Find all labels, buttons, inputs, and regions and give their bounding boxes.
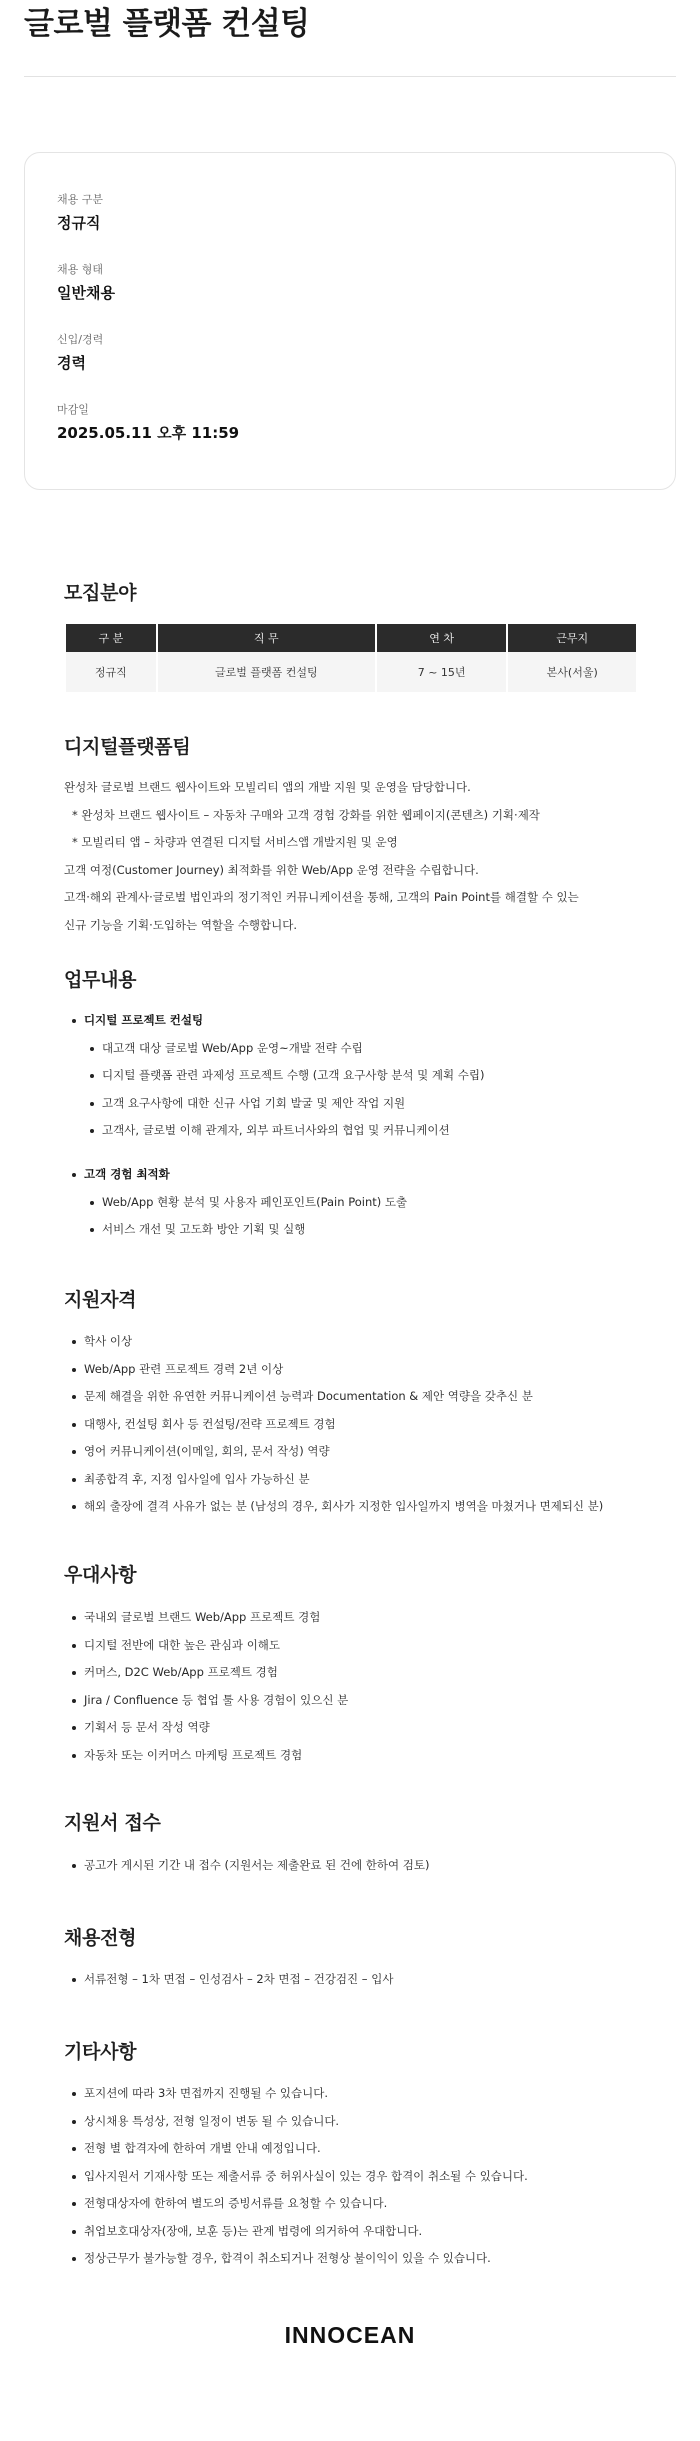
list-item: 문제 해결을 위한 유연한 커뮤니케이션 능력과 Documentation & 제안 역량을 갖추신 분 (64, 1383, 603, 1411)
team-line: * 완성차 브랜드 웹사이트 – 자동차 구매와 고객 경험 강화를 위한 웹페이지(콘텐츠) 기획·제작 (72, 807, 540, 822)
team-line: 신규 기능을 기획·도입하는 역할을 수행합니다. (64, 917, 298, 932)
process-list (64, 1966, 393, 1994)
list-item: 영어 커뮤니케이션(이메일, 회의, 문서 작성) 역량 (64, 1438, 603, 1466)
list-item: 디지털 프로젝트 컨설팅 (64, 1007, 484, 1035)
list-item: 전형대상자에 한하여 별도의 증빙서류를 요청할 수 있습니다. (64, 2190, 528, 2218)
list-item: 대행사, 컨설팅 회사 등 컨설팅/전략 프로젝트 경험 (64, 1411, 603, 1439)
summary-item-experience (57, 333, 103, 373)
summary-item-employment-type (57, 193, 103, 233)
application-heading: 지원서 접수 (64, 1812, 161, 1834)
notes-heading: 기타사항 (64, 2041, 137, 2063)
company-logo: INNOCEAN (284, 2322, 416, 2348)
list-item: Web/App 현황 분석 및 사용자 페인포인트(Pain Point) 도출 (64, 1189, 407, 1217)
qualifications-list (64, 1328, 603, 1521)
list-item: 커머스, D2C Web/App 프로젝트 경험 (64, 1659, 348, 1687)
summary-value: 경력 (57, 354, 86, 372)
list-item: 디지털 플랫폼 관련 과제성 프로젝트 수행 (고객 요구사항 분석 및 계획 수립) (64, 1062, 484, 1090)
list-item: 입사지원서 기재사항 또는 제출서류 중 허위사실이 있는 경우 합격이 취소될 수 있습니다. (64, 2163, 528, 2191)
list-item: 디지털 전반에 대한 높은 관심과 이해도 (64, 1632, 348, 1660)
preferred-heading: 우대사항 (64, 1564, 137, 1586)
table-header-cell: 연 차 (377, 624, 507, 652)
list-item: Jira / Confluence 등 협업 툴 사용 경험이 있으신 분 (64, 1687, 348, 1715)
page-title: 글로벌 플랫폼 컨설팅 (24, 6, 310, 42)
recruit-table (64, 624, 638, 692)
list-item: 전형 별 합격자에 한하여 개별 안내 예정입니다. (64, 2135, 528, 2163)
title-divider (24, 76, 676, 77)
team-description (64, 774, 579, 939)
list-item: 자동차 또는 이커머스 마케팅 프로젝트 경험 (64, 1742, 348, 1770)
list-item: 최종합격 후, 지정 입사일에 입사 가능하신 분 (64, 1466, 603, 1494)
list-item: 정상근무가 불가능할 경우, 합격이 취소되거나 전형상 불이익이 있을 수 있습니다. (64, 2245, 528, 2273)
list-item: 기획서 등 문서 작성 역량 (64, 1714, 348, 1742)
list-item: 취업보호대상자(장애, 보훈 등)는 관계 법령에 의거하여 우대합니다. (64, 2218, 528, 2246)
summary-card (24, 152, 676, 490)
summary-label: 채용 형태 (57, 263, 104, 276)
team-line: * 모빌리티 앱 – 차량과 연결된 디지털 서비스앱 개발지원 및 운영 (72, 835, 398, 849)
summary-value: 정규직 (57, 214, 101, 232)
preferred-list (64, 1604, 348, 1769)
duties-heading: 업무내용 (64, 969, 137, 991)
duties-list-1 (64, 1007, 484, 1145)
list-item: 고객 요구사항에 대한 신규 사업 기회 발굴 및 제안 작업 지원 (64, 1090, 484, 1118)
summary-label: 채용 구분 (57, 193, 104, 206)
process-heading: 채용전형 (64, 1927, 137, 1949)
list-item: 서류전형 – 1차 면접 – 인성검사 – 2차 면접 – 건강검진 – 입사 (64, 1966, 393, 1994)
list-item: 국내외 글로벌 브랜드 Web/App 프로젝트 경험 (64, 1604, 348, 1632)
team-line: 고객 여정(Customer Journey) 최적화를 위한 Web/App 운영 전략을 수립합니다. (64, 862, 479, 877)
summary-value: 2025.05.11 오후 11:59 (57, 424, 240, 442)
list-item: Web/App 관련 프로젝트 경력 2년 이상 (64, 1356, 603, 1384)
table-cell: 정규직 (66, 652, 156, 692)
recruit-heading: 모집분야 (64, 582, 137, 604)
list-item: 고객사, 글로벌 이해 관계자, 외부 파트너사와의 협업 및 커뮤니케이션 (64, 1117, 484, 1145)
list-item: 포지션에 따라 3차 면접까지 진행될 수 있습니다. (64, 2080, 528, 2108)
summary-label: 마감일 (57, 403, 89, 416)
team-line: 고객·해외 관계사·글로벌 법인과의 정기적인 커뮤니케이션을 통해, 고객의 Pain Point를 해결할 수 있는 (64, 890, 579, 904)
summary-label: 신입/경력 (57, 333, 104, 346)
table-cell: 7 ~ 15년 (377, 652, 507, 692)
notes-list (64, 2080, 528, 2273)
table-header-cell: 근무지 (508, 624, 636, 652)
list-item: 상시채용 특성상, 전형 일정이 변동 될 수 있습니다. (64, 2108, 528, 2136)
summary-item-deadline (57, 403, 239, 443)
table-header-cell: 구 분 (66, 624, 156, 652)
list-item: 고객 경험 최적화 (64, 1161, 407, 1189)
list-item: 공고가 게시된 기간 내 접수 (지원서는 제출완료 된 건에 한하여 검토) (64, 1852, 429, 1880)
duties-list-2 (64, 1161, 407, 1244)
list-item: 해외 출장에 결격 사유가 없는 분 (남성의 경우, 회사가 지정한 입사일까지 병역을 마쳤거나 면제되신 분) (64, 1493, 603, 1521)
qualifications-heading: 지원자격 (64, 1289, 137, 1311)
team-heading: 디지털플랫폼팀 (64, 736, 191, 758)
table-row (66, 652, 636, 692)
list-item: 서비스 개선 및 고도화 방안 기획 및 실행 (64, 1216, 407, 1244)
table-header-row (66, 624, 636, 652)
table-header-cell: 직 무 (158, 624, 375, 652)
application-list (64, 1852, 429, 1880)
team-line: 완성차 글로벌 브랜드 웹사이트와 모빌리티 앱의 개발 지원 및 운영을 담당합니다. (64, 780, 471, 794)
table-cell: 본사(서울) (508, 652, 636, 692)
summary-value: 일반채용 (57, 284, 115, 302)
list-item: 대고객 대상 글로벌 Web/App 운영~개발 전략 수립 (64, 1035, 484, 1063)
list-item: 학사 이상 (64, 1328, 603, 1356)
table-cell: 글로벌 플랫폼 컨설팅 (158, 652, 375, 692)
summary-item-hiring-type (57, 263, 115, 303)
